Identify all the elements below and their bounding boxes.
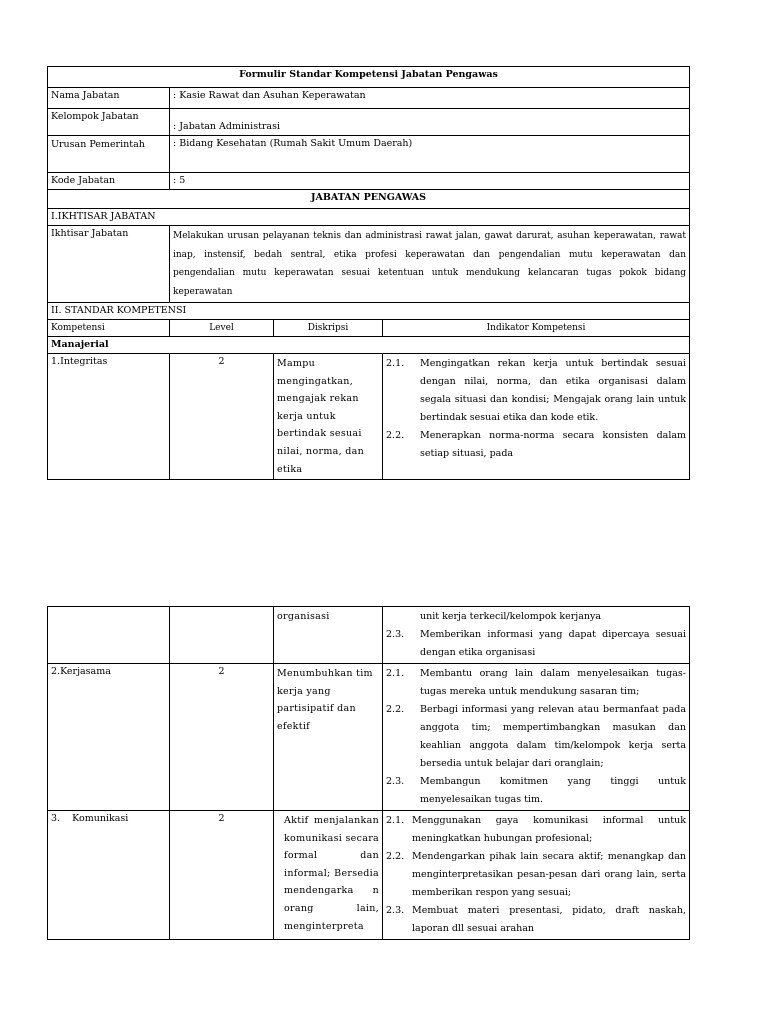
indicator-item — [386, 773, 686, 809]
group-heading: Manajerial — [48, 337, 690, 354]
indicator-number — [386, 608, 420, 626]
competency-form-page-2 — [47, 606, 689, 940]
competency-level: 2 — [170, 354, 274, 480]
competency-indicators — [383, 354, 690, 480]
identity-label: Kode Jabatan — [48, 173, 170, 190]
competency-indicators — [383, 607, 690, 664]
competency-continuation-table — [47, 606, 690, 940]
indicator-item — [386, 608, 686, 626]
indicator-text: Menggunakan gaya komunikasi informal untuk meningkatkan hubungan profesional; — [412, 815, 686, 844]
competency-description: Mampu mengingatkan, mengajak rekan kerja untuk bertindak sesuai nilai, norma, dan etika — [274, 354, 383, 480]
identity-value: : Kasie Rawat dan Asuhan Keperawatan — [170, 88, 690, 109]
indicator-text: Berbagi informasi yang relevan atau bermanfaat pada anggota tim; mempertimbangkan masukan dan keahlian anggota dalam tim/kelompok kerja serta bersedia untuk belajar dari oranglain; — [420, 704, 686, 769]
column-header-kompetensi: Kompetensi — [48, 320, 170, 337]
ikhtisar-heading: I.IKHTISAR JABATAN — [48, 209, 690, 226]
identity-value: : Bidang Kesehatan (Rumah Sakit Umum Daerah) — [170, 136, 690, 173]
ikhtisar-row — [48, 226, 690, 303]
competency-name: 3. Komunikasi — [48, 811, 170, 940]
competency-form-page-1 — [47, 66, 689, 480]
indicator-number: 2.2. — [386, 430, 405, 441]
competency-description: Aktif menjalankan komunikasi secara formal dan informal; Bersedia mendengarka n orang lain, menginterpreta — [274, 811, 383, 940]
section-heading: JABATAN PENGAWAS — [48, 190, 690, 209]
form-title: Formulir Standar Kompetensi Jabatan Pengawas — [48, 67, 690, 88]
indicator-text: Membangun komitmen yang tinggi untuk menyelesaikan tugas tim. — [420, 776, 686, 805]
standar-heading-row — [48, 303, 690, 320]
competency-indicators — [383, 811, 690, 940]
identity-row-urusan-pemerintah — [48, 136, 690, 173]
indicator-item — [386, 427, 686, 463]
indicator-number: 2.2. — [386, 704, 405, 715]
indicator-item — [386, 902, 686, 938]
column-header-row — [48, 320, 690, 337]
identity-label: Kelompok Jabatan — [48, 109, 170, 136]
competency-level: 2 — [170, 811, 274, 940]
indicator-text: Mengingatkan rekan kerja untuk bertindak sesuai dengan nilai, norma, dan etika organisasi dalam segala situasi dan kondisi; Mengajak orang lain untuk bertindak sesuai etika dan kode etik. — [420, 358, 687, 423]
indicator-item — [386, 355, 686, 427]
indicator-item — [386, 626, 686, 662]
column-header-diskripsi: Diskripsi — [274, 320, 383, 337]
competency-form-table — [47, 66, 690, 480]
group-row — [48, 337, 690, 354]
indicator-item — [386, 665, 686, 701]
identity-row-kode-jabatan — [48, 173, 690, 190]
standar-heading: II. STANDAR KOMPETENSI — [48, 303, 690, 320]
indicator-number: 2.3. — [386, 629, 405, 640]
indicator-item — [386, 812, 686, 848]
indicator-item — [386, 701, 686, 773]
indicator-number: 2.1. — [386, 668, 405, 679]
column-header-level: Level — [170, 320, 274, 337]
indicator-text: Membuat materi presentasi, pidato, draft naskah, laporan dll sesuai arahan — [412, 905, 686, 934]
identity-value: : 5 — [170, 173, 690, 190]
competency-description: Menumbuhkan tim kerja yang partisipatif dan efektif — [274, 664, 383, 811]
competency-name: 2.Kerjasama — [48, 664, 170, 811]
indicator-number: 2.2. — [386, 851, 405, 862]
competency-level — [170, 607, 274, 664]
competency-indicators — [383, 664, 690, 811]
competency-row-kerjasama — [48, 664, 690, 811]
indicator-number: 2.1. — [386, 358, 405, 369]
column-header-indikator: Indikator Kompetensi — [383, 320, 690, 337]
competency-description: organisasi — [274, 607, 383, 664]
identity-label: Nama Jabatan — [48, 88, 170, 109]
competency-row-continuation — [48, 607, 690, 664]
form-title-row — [48, 67, 690, 88]
competency-level: 2 — [170, 664, 274, 811]
identity-row-kelompok-jabatan — [48, 109, 690, 136]
identity-label: Urusan Pemerintah — [48, 136, 170, 173]
indicator-text: unit kerja terkecil/kelompok kerjanya — [420, 611, 602, 622]
identity-value: : Jabatan Administrasi — [170, 109, 690, 136]
indicator-text: Mendengarkan pihak lain secara aktif; menangkap dan menginterpretasikan pesan-pesan dari orang lain, serta memberikan respon yang sesuai; — [412, 851, 686, 898]
ikhtisar-heading-row — [48, 209, 690, 226]
indicator-text: Memberikan informasi yang dapat dipercaya sesuai dengan etika organisasi — [420, 629, 686, 658]
indicator-number: 2.3. — [386, 776, 405, 787]
section-heading-row — [48, 190, 690, 209]
indicator-item — [386, 848, 686, 902]
ikhtisar-text: Melakukan urusan pelayanan teknis dan administrasi rawat jalan, gawat darurat, asuhan keperawatan, rawat inap, instensif, bedah sentral, etika profesi keperawatan dan pengendalian mutu keperawatan dan pengendalian mutu keperawatan sesuai ketentuan untuk mendukung kelancaran tugas pokok bidang keperawatan — [170, 226, 690, 303]
competency-name: 1.Integritas — [48, 354, 170, 480]
competency-row-integritas — [48, 354, 690, 480]
competency-row-komunikasi — [48, 811, 690, 940]
ikhtisar-label: Ikhtisar Jabatan — [48, 226, 170, 303]
identity-row-nama-jabatan — [48, 88, 690, 109]
indicator-text: Menerapkan norma-norma secara konsisten dalam setiap situasi, pada — [420, 430, 687, 459]
competency-name — [48, 607, 170, 664]
indicator-number: 2.3. — [386, 905, 405, 916]
indicator-text: Membantu orang lain dalam menyelesaikan tugas-tugas mereka untuk mendukung sasaran tim; — [420, 668, 686, 697]
indicator-number: 2.1. — [386, 815, 405, 826]
